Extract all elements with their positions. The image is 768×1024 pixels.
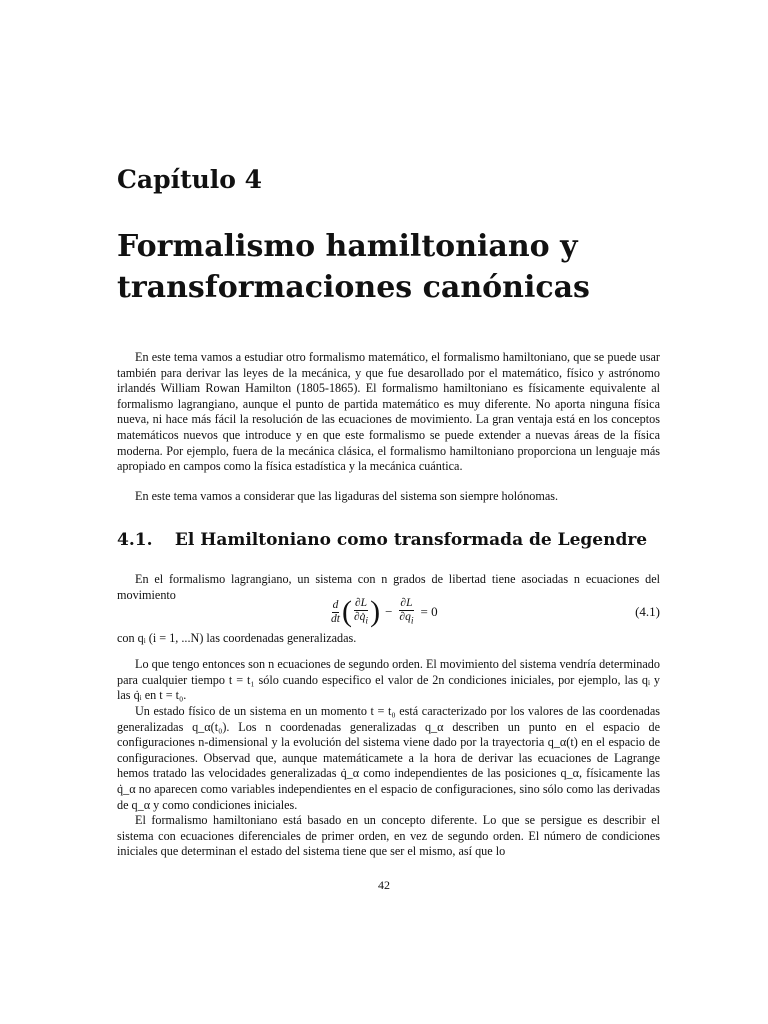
section-paragraph-5: El formalismo hamiltoniano está basado en un concepto diferente. Lo que se persigue es describir el sistema con ecuaciones diferenciales de primer orden, en vez de segundo orden. El número de condiciones iniciales que determinan el estado del sistema tiene que ser el mismo, así que lo <box>117 813 660 859</box>
eq-minus: − <box>385 604 393 619</box>
eq-right-paren: ) <box>370 595 381 628</box>
chapter-title <box>117 226 677 308</box>
equation-4-1 <box>117 594 660 634</box>
chapter-title-line-1: Formalismo hamiltoniano y <box>117 229 578 264</box>
equation-number: (4.1) <box>635 604 660 619</box>
eq-frac-dl-dqdot: $\frac{\partial L}{\partial q̇_i}$ <box>353 596 369 627</box>
section-heading <box>117 530 647 550</box>
section-paragraph-4: Un estado físico de un sistema en un momento t = t₀ está caracterizado por los valores de las coordenadas generalizadas q_α(t₀). Los n coordenadas generalizadas q_α describen un punto en el espacio de configuraciones n-dimensional y la evolución del sistema viene dado por la trayectoria q_α(t) en el espacio de configuraciones. Observad que, aunque matemáticamete a la hora de derivar las ecuaciones de Lagrange hemos tratado las velocidades generalizadas q̇_α como independientes de las posiciones q_α, físicamente las q̇_α no aparecen como variables independientes en el espacio de configuraciones, sino sólo como las derivadas de q_α y como condiciones iniciales. <box>117 704 660 812</box>
intro-paragraph-1: En este tema vamos a estudiar otro formalismo matemático, el formalismo hamiltoniano, que se puede usar también para derivar las leyes de la mecánica, y que fue desarollado por el matemático, físico y astrónomo irlandés William Rowan Hamilton (1805-1865). El formalismo hamiltoniano es físicamente equivalente al formalismo lagrangiano, aunque el punto de partida matemático es muy diferente. No aporta ninguna física nueva, ni hace más fácil la resolución de las ecuaciones de movimiento. La gran ventaja está en los conceptos matemáticos nuevos que introduce y en que este formalismo se puede extender a nuevas áreas de la física moderna. Por ejemplo, fuera de la mecánica clásica, el formalismo hamiltoniano proporciona un lenguaje más apropiado en campos como la física estadística y la mecánica cuántica. <box>117 350 660 474</box>
eq-left-paren: ( <box>341 595 352 628</box>
section-paragraph-3: Lo que tengo entonces son n ecuaciones de segundo orden. El movimiento del sistema vendría determinado para cualquier tiempo t = t₁ sólo cuando especifico el valor de 2n condiciones iniciales, por ejemplo, las qᵢ y las q̇ᵢ en t = t₀. <box>117 657 660 703</box>
section-paragraph-2: con qᵢ (i = 1, ...N) las coordenadas generalizadas. <box>117 631 357 645</box>
intro-paragraph-2: En este tema vamos a considerar que las ligaduras del sistema son siempre holónomas. <box>135 489 559 503</box>
page-number: 42 <box>378 878 390 892</box>
section-paragraph-1: En el formalismo lagrangiano, un sistema con n grados de libertad tiene asociadas n ecuaciones del movimiento <box>117 572 660 602</box>
eq-frac-d-dt: $\frac{d}{dt}$ <box>331 598 340 625</box>
section-number: 4.1. <box>117 530 153 550</box>
eq-frac-dl-dq: $\frac{\partial L}{\partial q_i}$ <box>399 596 414 627</box>
chapter-label: Capítulo 4 <box>117 165 263 194</box>
eq-equals-zero: = 0 <box>420 604 438 619</box>
chapter-title-line-2: transformaciones canónicas <box>117 270 590 305</box>
section-title: El Hamiltoniano como transformada de Legendre <box>174 530 648 550</box>
equation-body <box>329 594 443 630</box>
